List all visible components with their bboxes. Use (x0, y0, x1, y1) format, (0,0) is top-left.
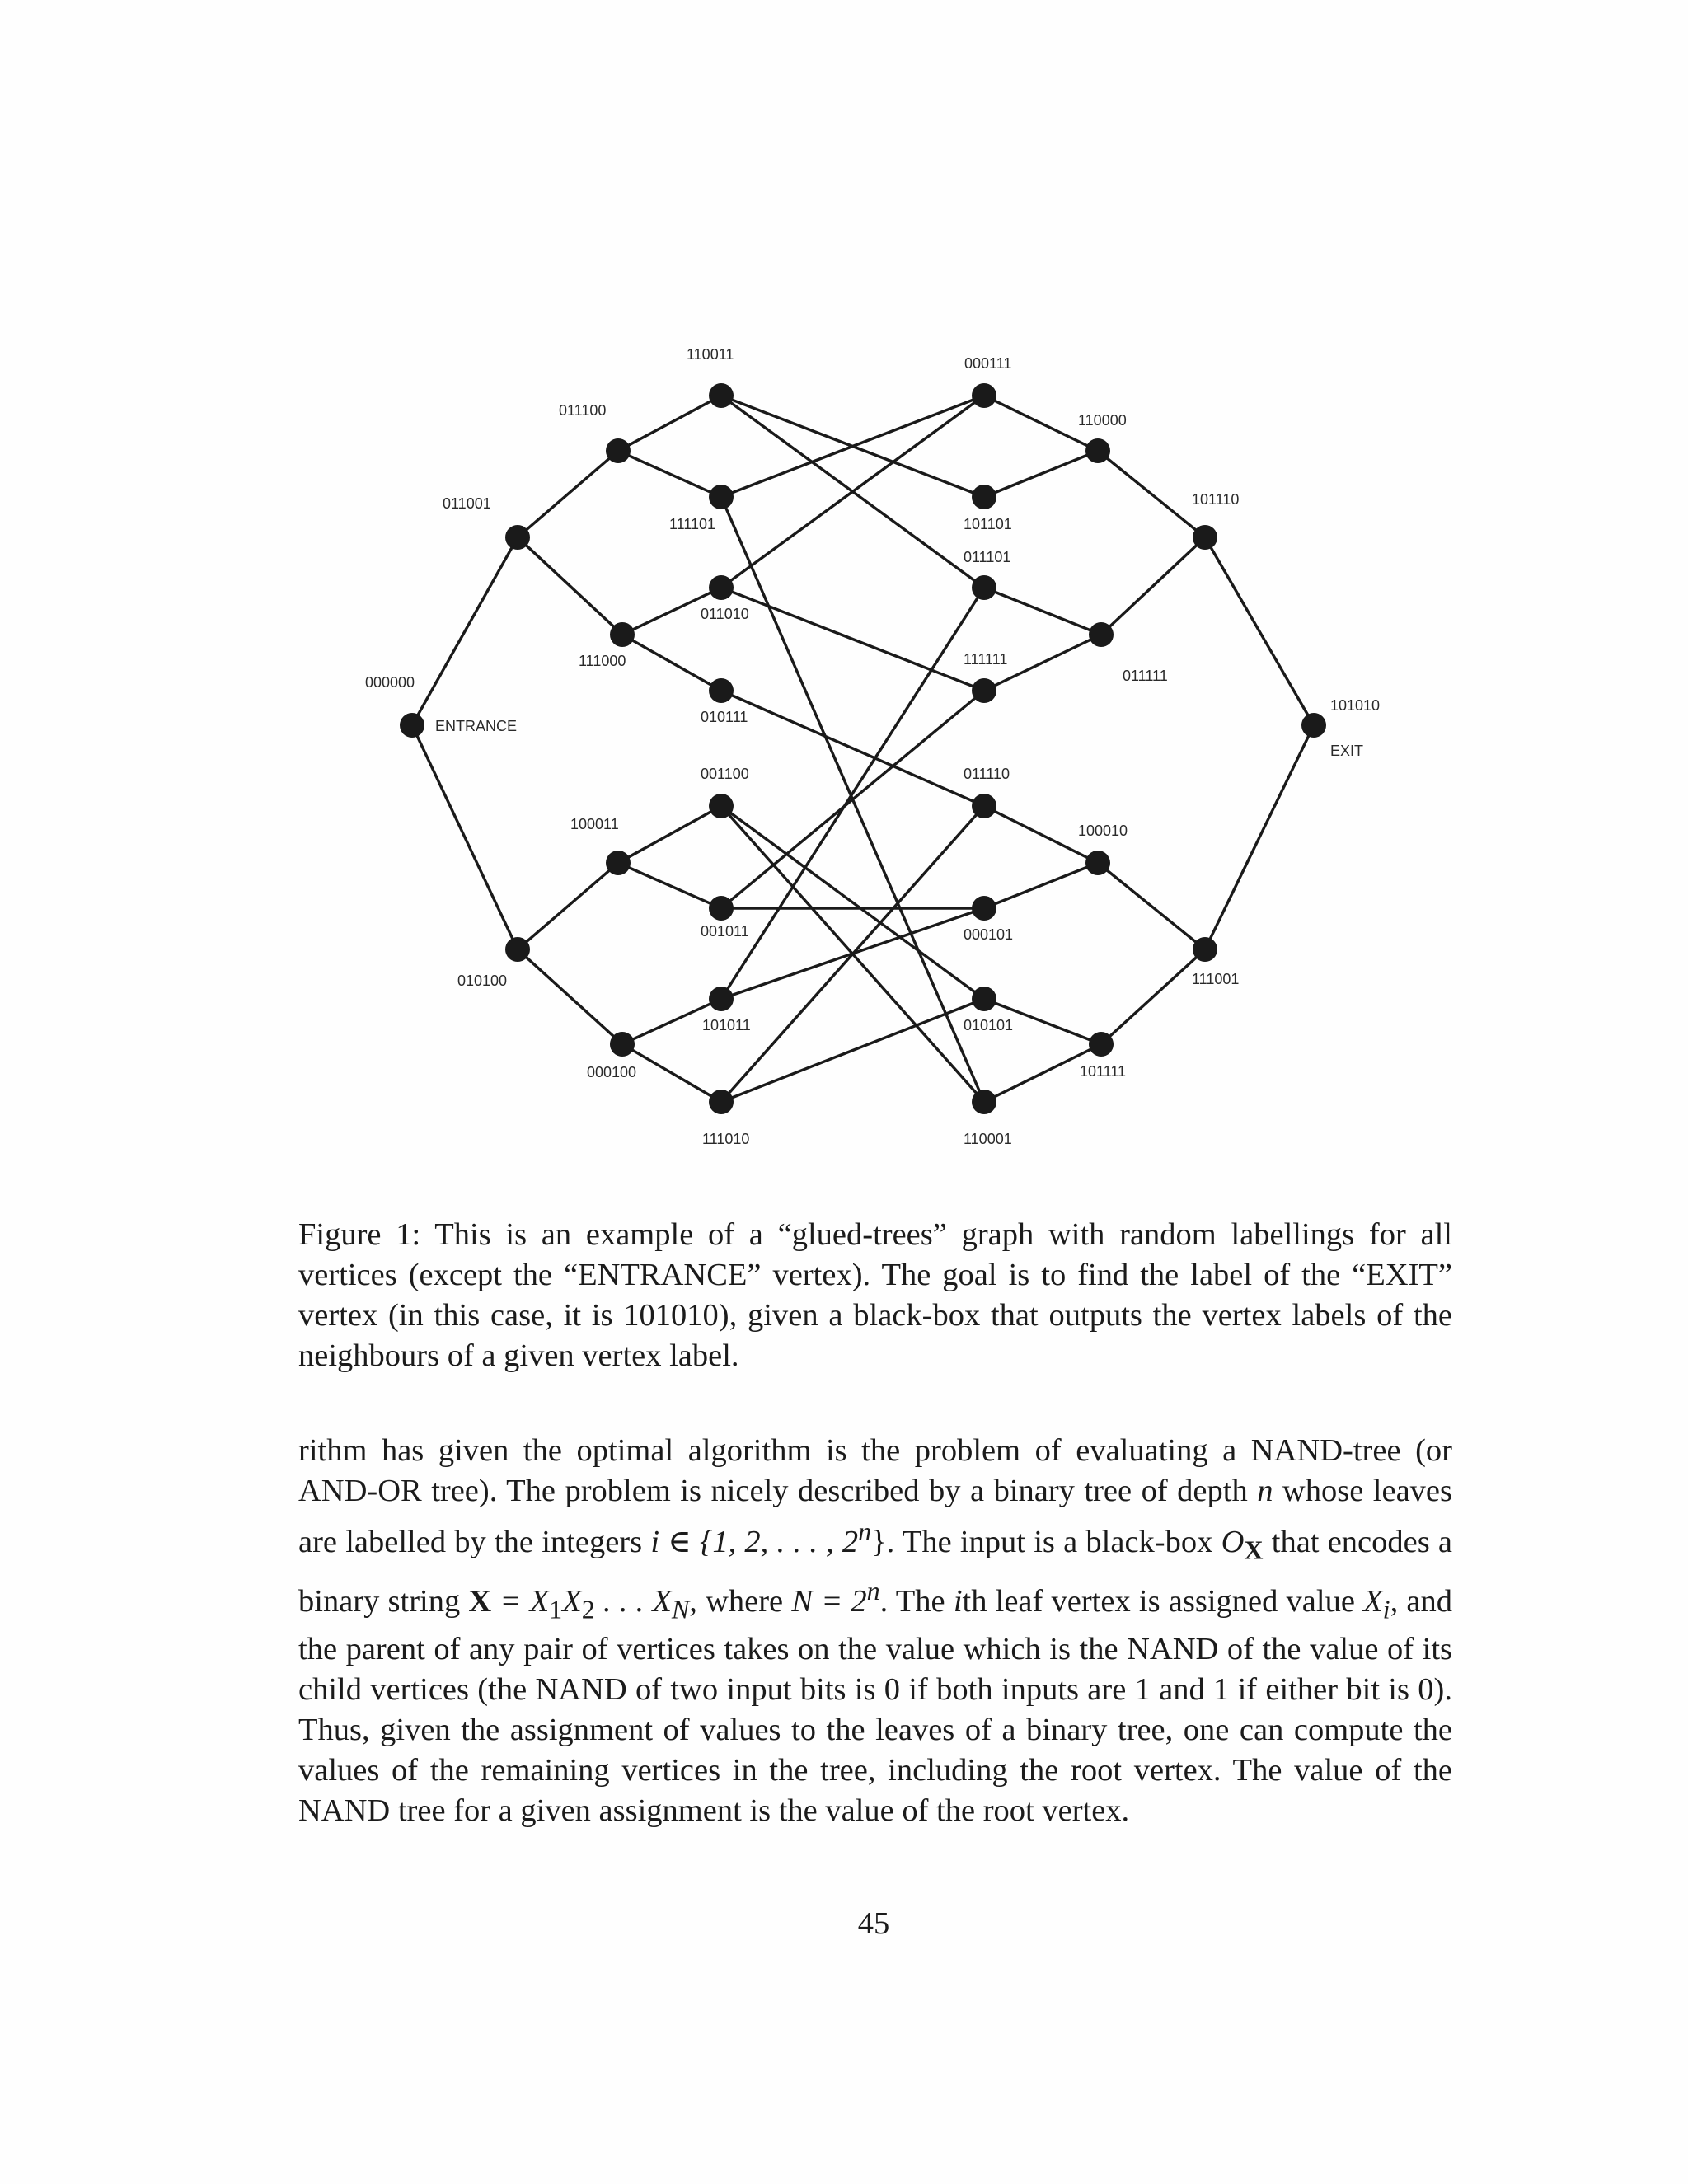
vertex-label-111001: 111001 (1192, 971, 1240, 987)
vertex-010101 (972, 987, 996, 1011)
vertex-label-111000: 111000 (579, 653, 626, 669)
graph-edge-101011-011101 (721, 588, 984, 999)
vertex-011100 (606, 438, 631, 463)
graph-edge-001100-010101 (721, 806, 984, 999)
vertex-010100 (505, 937, 530, 962)
vertex-label-111101: 111101 (669, 516, 716, 532)
vertex-111111 (972, 678, 996, 703)
vertex-111010 (709, 1090, 734, 1114)
vertex-110001 (972, 1090, 996, 1114)
graph-edge-101010-111001 (1205, 725, 1314, 949)
vertex-101011 (709, 987, 734, 1011)
vertex-label-100011: 100011 (570, 816, 619, 832)
vertex-000101 (972, 896, 996, 921)
vertex-label-111010: 111010 (702, 1131, 750, 1147)
graph-edge-111001-100010 (1098, 863, 1205, 949)
vertex-label-110011: 110011 (687, 346, 734, 363)
vertex-label-000000: 000000 (365, 674, 415, 691)
vertex-110000 (1085, 438, 1110, 463)
vertex-101110 (1193, 525, 1217, 550)
figure-caption: Figure 1: This is an example of a “glued-trees” graph with random labellings for all vertices (except the “ENTRANCE” vertex). The goal is to find the label of the “EXIT” vertex (in this case, it is 101010), given a black-box that outputs the vertex labels of the neighbours of a given vertex label. (298, 1217, 1452, 1373)
vertex-label-001100: 001100 (701, 766, 749, 782)
vertex-label-011101: 011101 (964, 549, 1011, 565)
graph-edge-101110-011111 (1101, 537, 1205, 635)
graph-edge-011001-011100 (518, 451, 618, 537)
graph-edge-011100-111101 (618, 451, 721, 497)
graph-edge-100011-001011 (618, 863, 721, 908)
vertex-label-001011: 001011 (701, 923, 749, 940)
vertex-label-011100: 011100 (559, 402, 607, 419)
vertex-100011 (606, 851, 631, 875)
graph-edge-111001-101111 (1101, 949, 1205, 1044)
vertex-101101 (972, 485, 996, 509)
vertex-000000 (400, 713, 424, 738)
vertex-100010 (1085, 851, 1110, 875)
body-paragraph: rithm has given the optimal algorithm is the problem of evaluating a NAND-tree (or AND-OR tree). The problem is nicely described by a binary tree of depth n whose leaves are labelled by the integers i ∈ {1, 2, . . . , 2$^n$}. The input is a black-box $O_X$ that encodes a binary string $X = X_1X_2$ . . . $X_N$, where $N = 2^n$. The ith leaf vertex is assigned value $X_i$, and the parent of any pair of vertices takes on the value which is the NAND of the value of its child vertices (the NAND of two input bits is 0 if both inputs are 1 and 1 if either bit is 0). Thus, given the assignment of values to the leaves of a binary tree, one can compute the values of the remaining vertices in the tree, including the root vertex. The value of the NAND tree for a given assignment is the value of the root vertex. (298, 1433, 1453, 1829)
vertex-label-000111: 000111 (964, 355, 1012, 372)
vertex-011110 (972, 794, 996, 818)
graph-edge-010100-100011 (518, 863, 618, 949)
vertex-001011 (709, 896, 734, 921)
vertex-label-110000: 110000 (1078, 412, 1127, 429)
graph-edge-100010-000101 (984, 863, 1098, 908)
vertex-tag-entrance: ENTRANCE (435, 718, 518, 734)
vertex-label-011001: 011001 (443, 495, 491, 512)
vertex-111001 (1193, 937, 1217, 962)
vertex-label-101101: 101101 (964, 516, 1012, 532)
graph-edge-011010-111111 (721, 588, 984, 691)
vertex-label-101010: 101010 (1330, 697, 1381, 714)
vertex-label-000100: 000100 (587, 1064, 637, 1080)
graph-edge-111010-010101 (721, 999, 984, 1102)
vertex-label-011110: 011110 (964, 766, 1010, 782)
vertex-label-011010: 011010 (701, 606, 749, 622)
vertex-000111 (972, 383, 996, 408)
vertex-label-110001: 110001 (964, 1131, 1012, 1147)
graph-edge-010111-011110 (721, 691, 984, 806)
graph-edge-100011-001100 (618, 806, 721, 863)
vertex-tag-exit: EXIT (1330, 743, 1364, 759)
graph-vertices (400, 383, 1326, 1114)
graph-edge-011111-011101 (984, 588, 1101, 635)
page-number: 45 (857, 1906, 890, 1941)
vertex-label-101111: 101111 (1080, 1063, 1127, 1080)
graph-edge-001011-111111 (721, 691, 984, 908)
vertex-101111 (1089, 1032, 1114, 1057)
vertex-label-100010: 100010 (1078, 823, 1128, 839)
vertex-001100 (709, 794, 734, 818)
graph-edge-000100-111010 (622, 1044, 721, 1102)
graph-edge-000000-010100 (412, 725, 518, 949)
graph-labels (365, 346, 1380, 1147)
graph-edge-111000-010111 (622, 635, 721, 691)
vertex-label-101110: 101110 (1192, 491, 1240, 508)
vertex-label-010101: 010101 (964, 1017, 1014, 1033)
vertex-label-010111: 010111 (701, 709, 748, 725)
vertex-111000 (610, 622, 635, 647)
vertex-label-011111: 011111 (1123, 668, 1168, 684)
graph-edge-000000-011001 (412, 537, 518, 725)
vertex-011101 (972, 575, 996, 600)
vertex-label-111111: 111111 (964, 651, 1008, 668)
vertex-011010 (709, 575, 734, 600)
vertex-000100 (610, 1032, 635, 1057)
vertex-011001 (505, 525, 530, 550)
vertex-111101 (709, 485, 734, 509)
graph-edges (412, 396, 1314, 1102)
graph-edge-110000-101101 (984, 451, 1098, 497)
graph-edge-101010-101110 (1205, 537, 1314, 725)
graph-edge-011001-111000 (518, 537, 622, 635)
vertex-label-010100: 010100 (457, 972, 508, 989)
vertex-110011 (709, 383, 734, 408)
graph-edge-011100-110011 (618, 396, 721, 451)
vertex-label-101011: 101011 (702, 1017, 751, 1033)
graph-edge-101110-110000 (1098, 451, 1205, 537)
vertex-101010 (1301, 713, 1326, 738)
vertex-011111 (1089, 622, 1114, 647)
graph-edge-010100-000100 (518, 949, 622, 1044)
vertex-010111 (709, 678, 734, 703)
vertex-label-000101: 000101 (964, 926, 1014, 943)
